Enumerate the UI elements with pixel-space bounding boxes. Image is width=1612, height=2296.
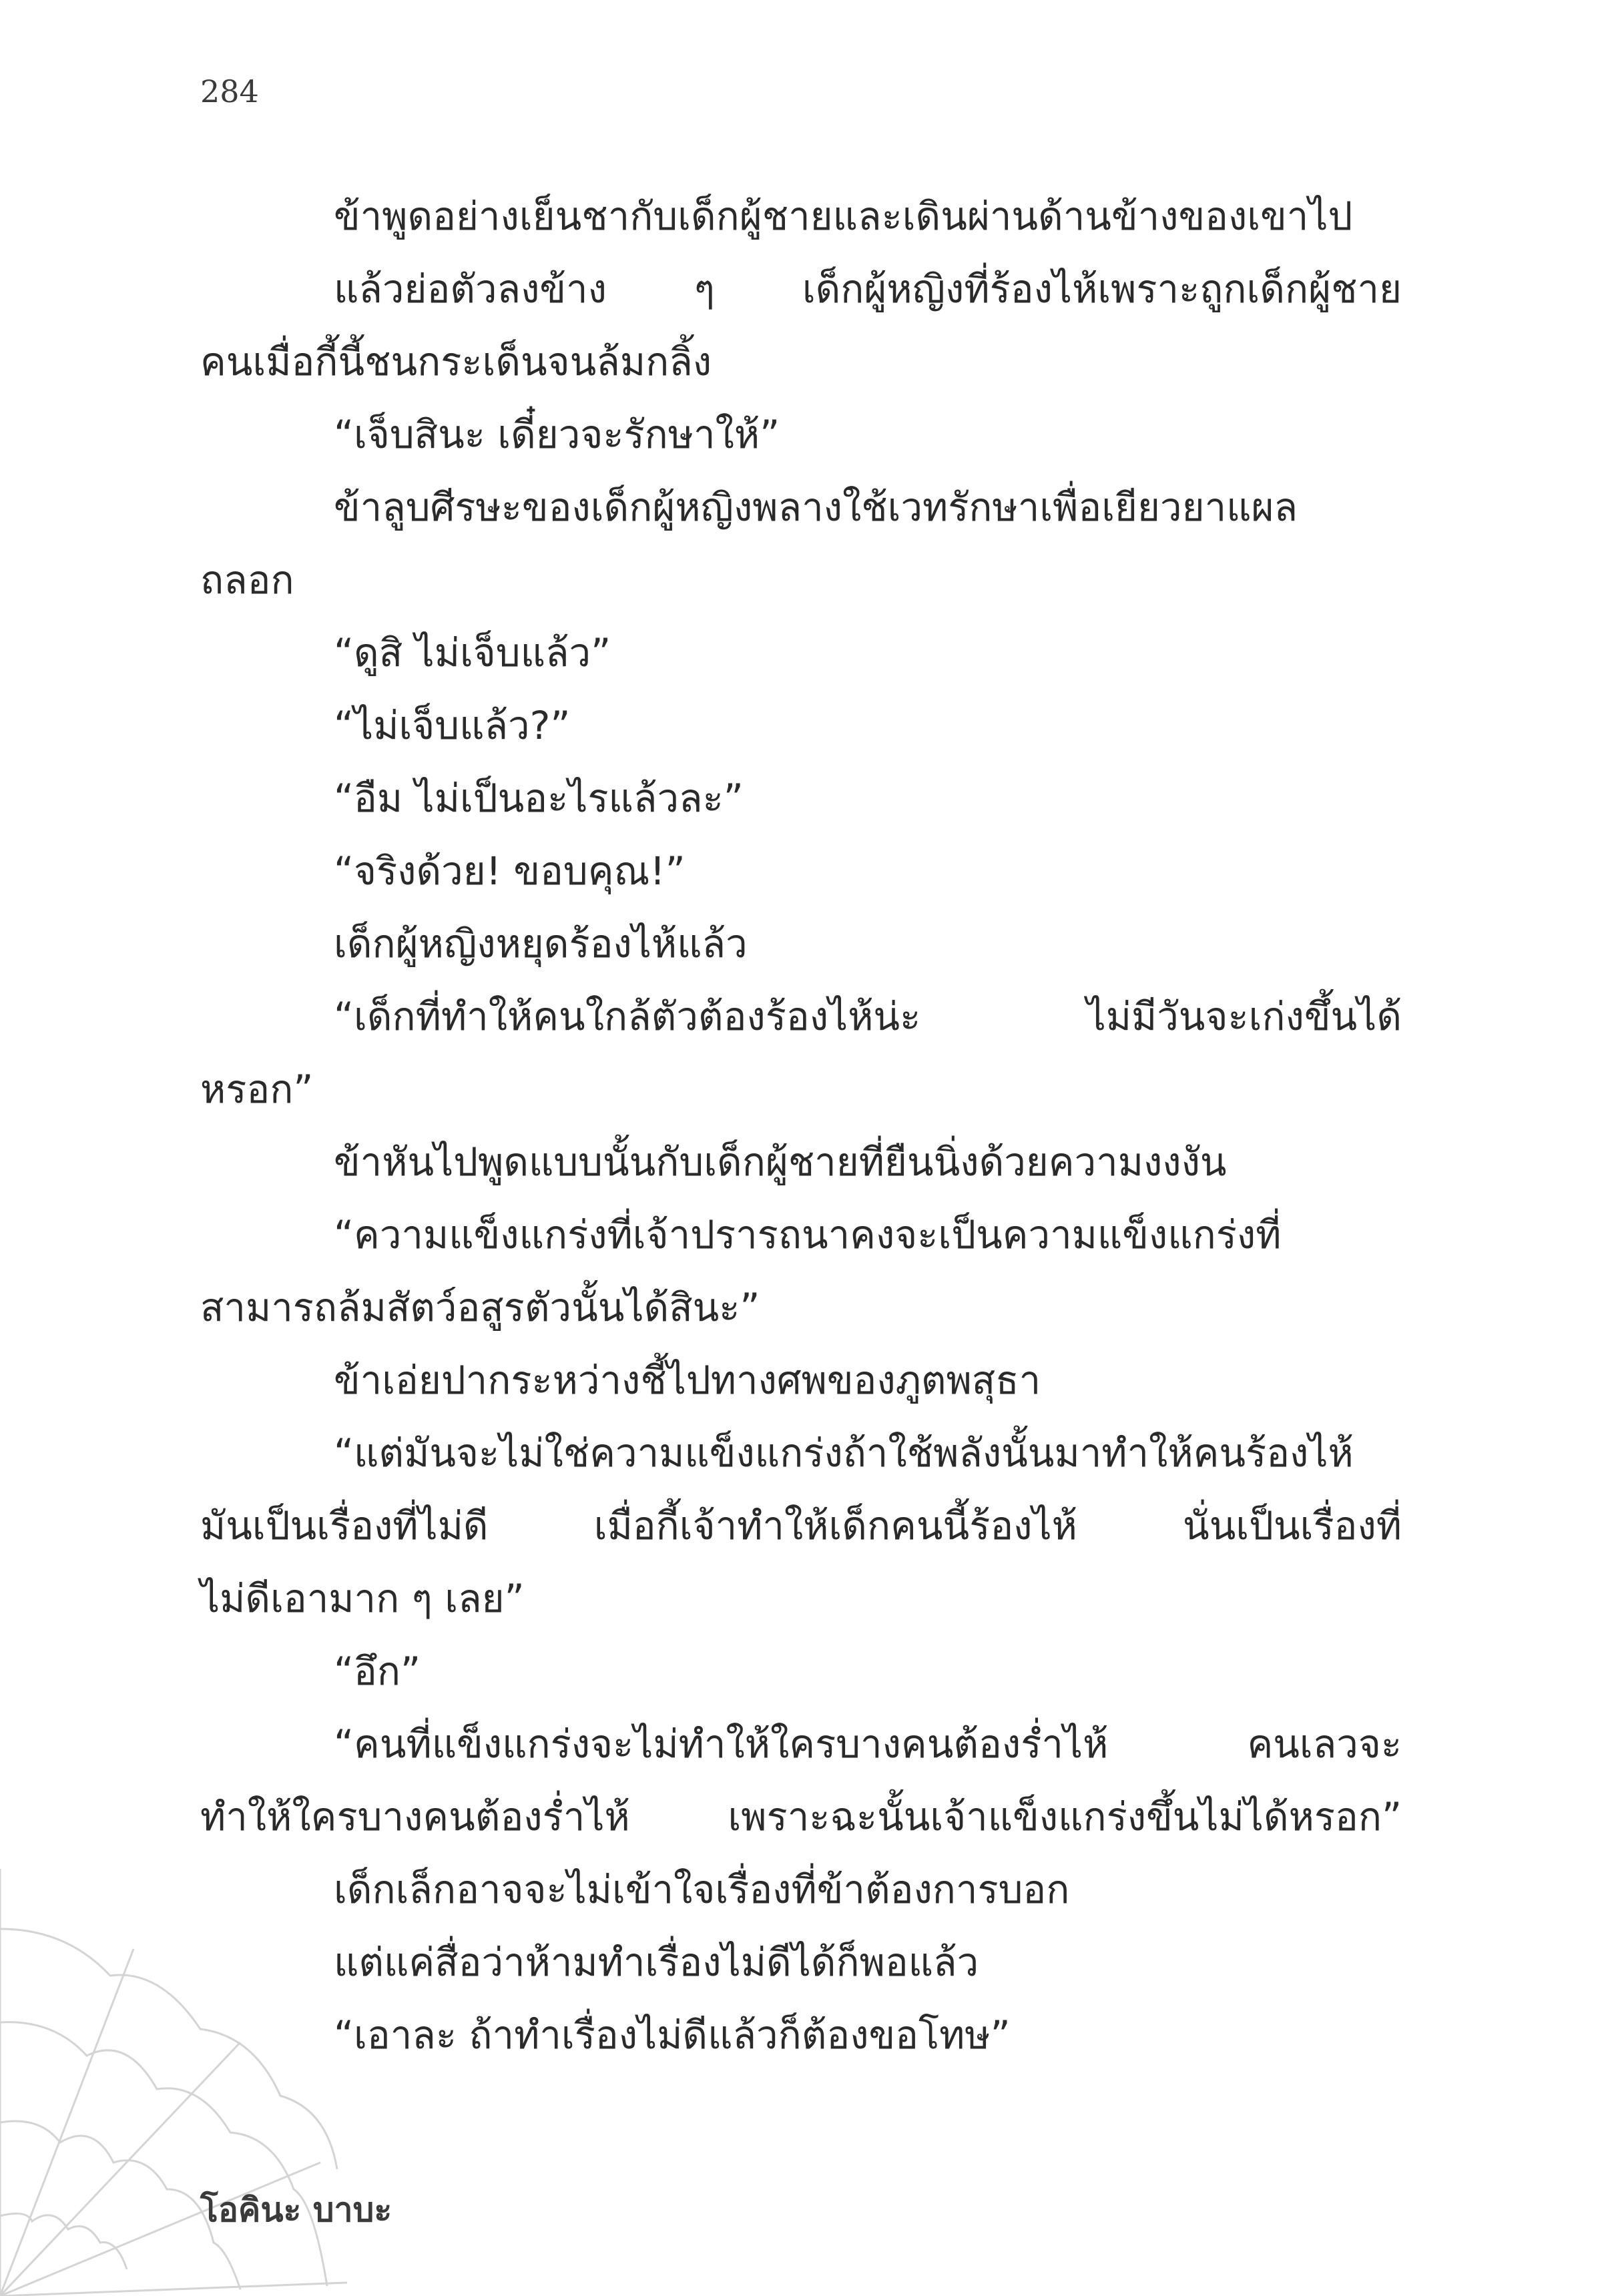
text-line: ถลอก xyxy=(200,557,294,603)
text-line: เด็กเล็กอาจจะไม่เข้าใจเรื่องที่ข้าต้องการบอก xyxy=(334,1867,1070,1912)
text-line: แล้วย่อตัวลงข้าง ๆ เด็กผู้หญิงที่ร้องไห้เพราะถูกเด็กผู้ชาย xyxy=(334,266,1402,312)
body-text xyxy=(200,180,1402,2072)
text-line: “อืม ไม่เป็นอะไรแล้วละ” xyxy=(334,776,744,821)
text-line: มันเป็นเรื่องที่ไม่ดี เมื่อกี้เจ้าทำให้เด็กคนนี้ร้องไห้ นั่นเป็นเรื่องที่ xyxy=(200,1503,1402,1548)
text-line: ข้าลูบศีรษะของเด็กผู้หญิงพลางใช้เวทรักษาเพื่อเยียวยาแผล xyxy=(334,485,1298,530)
text-line: “คนที่แข็งแกร่งจะไม่ทำให้ใครบางคนต้องร่ำไห้ คนเลวจะ xyxy=(334,1721,1402,1767)
text-line: “แต่มันจะไม่ใช่ความแข็งแกร่งถ้าใช้พลังนั้นมาทำให้คนร้องไห้ xyxy=(334,1430,1354,1476)
text-line: ทำให้ใครบางคนต้องร่ำไห้ เพราะฉะนั้นเจ้าแข็งแกร่งขึ้นไม่ได้หรอก” xyxy=(200,1794,1402,1839)
text-line: “เอาละ ถ้าทำเรื่องไม่ดีแล้วก็ต้องขอโทษ” xyxy=(334,2012,1011,2058)
text-line: คนเมื่อกี้นี้ชนกระเด็นจนล้มกลิ้ง xyxy=(200,339,712,384)
text-line: “อึก” xyxy=(334,1649,421,1694)
text-line: ข้าพูดอย่างเย็นชากับเด็กผู้ชายและเดินผ่านด้านข้างของเขาไป xyxy=(334,194,1353,239)
text-line: แต่แค่สื่อว่าห้ามทำเรื่องไม่ดีได้ก็พอแล้ว xyxy=(334,1940,979,1985)
text-line: “ไม่เจ็บแล้ว?” xyxy=(334,703,571,748)
text-line: หรอก” xyxy=(200,1067,314,1112)
text-line: ข้าเอ่ยปากระหว่างชี้ไปทางศพของภูตพสุธา xyxy=(334,1358,1041,1403)
text-line: ไม่ดีเอามาก ๆ เลย” xyxy=(200,1576,525,1621)
text-line: “เจ็บสินะ เดี๋ยวจะรักษาให้” xyxy=(334,412,780,457)
text-line: “ความแข็งแกร่งที่เจ้าปรารถนาคงจะเป็นความแข็งแกร่งที่ xyxy=(334,1212,1282,1257)
text-line: “ดูสิ ไม่เจ็บแล้ว” xyxy=(334,630,611,675)
page-number: 284 xyxy=(200,73,259,109)
text-line: เด็กผู้หญิงหยุดร้องไห้แล้ว xyxy=(334,921,748,966)
text-line: “จริงด้วย! ขอบคุณ!” xyxy=(334,848,686,894)
footer-author: โอคินะ บาบะ xyxy=(200,2191,392,2229)
text-line: สามารถล้มสัตว์อสูรตัวนั้นได้สินะ” xyxy=(200,1285,760,1330)
text-line: “เด็กที่ทำให้คนใกล้ตัวต้องร้องไห้น่ะ ไม่มีวันจะเก่งขึ้นได้ xyxy=(334,994,1402,1039)
text-line: ข้าหันไปพูดแบบนั้นกับเด็กผู้ชายที่ยืนนิ่งด้วยความงงงัน xyxy=(334,1139,1227,1185)
